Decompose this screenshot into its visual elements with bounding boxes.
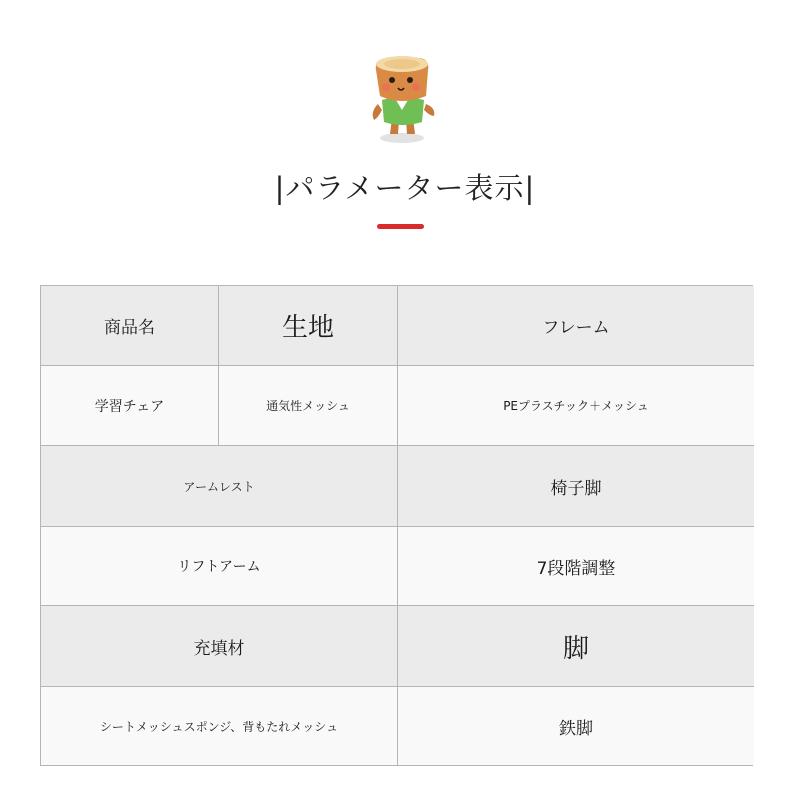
table-cell-legs-value: 鉄脚	[398, 687, 754, 765]
table-cell-fabric-value: 通気性メッシュ	[219, 366, 398, 446]
table-cell-frame-value: PEプラスチック＋メッシュ	[398, 366, 754, 446]
table-cell-adjustment-value: 7段階調整	[398, 527, 754, 606]
parameter-table	[40, 285, 753, 766]
table-cell-filling-value: シートメッシュスポンジ、背もたれメッシュ	[41, 687, 398, 765]
table-cell-legs-label: 脚	[398, 606, 754, 687]
table-cell-armrest-label: アームレスト	[41, 446, 398, 527]
table-cell-product-name-label: 商品名	[41, 286, 219, 366]
table-cell-fabric-label: 生地	[219, 286, 398, 366]
page-title: |パラメーター表示|	[274, 171, 536, 205]
table-cell-frame-label: フレーム	[398, 286, 754, 366]
title-underline	[377, 224, 424, 229]
mascot-logo	[368, 50, 440, 146]
table-cell-chair-legs-label: 椅子脚	[398, 446, 754, 527]
table-cell-filling-label: 充填材	[41, 606, 398, 687]
table-cell-lift-arm-value: リフトアーム	[41, 527, 398, 606]
table-cell-product-name-value: 学習チェア	[41, 366, 219, 446]
